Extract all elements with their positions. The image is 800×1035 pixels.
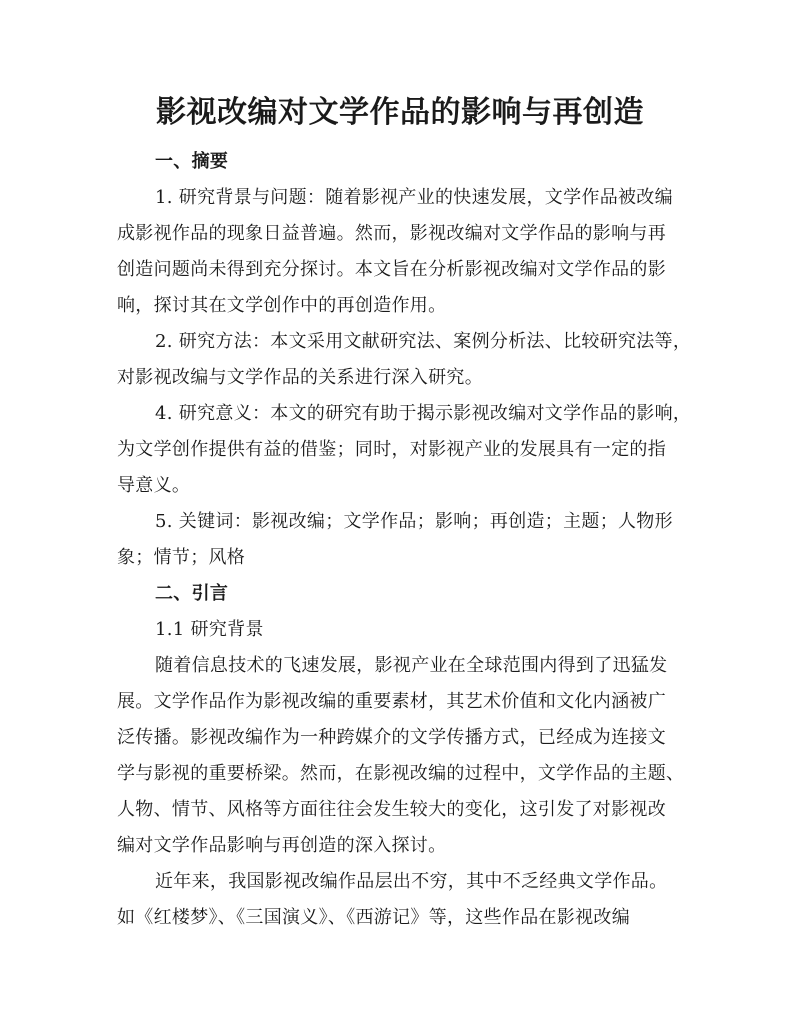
- body-line: 随着信息技术的飞速发展，影视产业在全球范围内得到了迅猛发: [155, 655, 668, 676]
- abstract-line: 2. 研究方法：本文采用文献研究法、案例分析法、比较研究法等，: [155, 331, 692, 352]
- body-line: 展。文学作品作为影视改编的重要素材，其艺术价值和文化内涵被广: [117, 691, 666, 712]
- body-line: 泛传播。影视改编作为一种跨媒介的文学传播方式，已经成为连接文: [117, 727, 666, 748]
- abstract-line: 导意义。: [117, 475, 191, 496]
- body-line: 编对文学作品影响与再创造的深入探讨。: [117, 835, 447, 856]
- keywords-line: 5. 关键词：影视改编；文学作品；影响；再创造；主题；人物形: [155, 511, 673, 532]
- subsection-heading-background: 1.1 研究背景: [155, 619, 264, 640]
- section-heading-abstract: 一、摘要: [155, 151, 229, 172]
- keywords-line: 象；情节；风格: [117, 547, 246, 568]
- abstract-line: 创造问题尚未得到充分探讨。本文旨在分析影视改编对文学作品的影: [117, 259, 666, 280]
- section-heading-introduction: 二、引言: [155, 583, 229, 604]
- abstract-line: 1. 研究背景与问题：随着影视产业的快速发展，文学作品被改编: [155, 187, 673, 208]
- document-title: 影视改编对文学作品的影响与再创造: [156, 95, 644, 130]
- abstract-line: 4. 研究意义：本文的研究有助于揭示影视改编对文学作品的影响，: [155, 403, 692, 424]
- body-line: 近年来，我国影视改编作品层出不穷，其中不乏经典文学作品。: [155, 871, 668, 892]
- abstract-line: 为文学创作提供有益的借鉴；同时，对影视产业的发展具有一定的指: [117, 439, 666, 460]
- body-line: 人物、情节、风格等方面往往会发生较大的变化，这引发了对影视改: [117, 799, 666, 820]
- abstract-line: 对影视改编与文学作品的关系进行深入研究。: [117, 367, 483, 388]
- body-line: 如《红楼梦》、《三国演义》、《西游记》等，这些作品在影视改编: [117, 907, 630, 928]
- body-line: 学与影视的重要桥梁。然而，在影视改编的过程中，文学作品的主题、: [117, 763, 685, 784]
- abstract-line: 响，探讨其在文学创作中的再创造作用。: [117, 295, 447, 316]
- abstract-line: 成影视作品的现象日益普遍。然而，影视改编对文学作品的影响与再: [117, 223, 666, 244]
